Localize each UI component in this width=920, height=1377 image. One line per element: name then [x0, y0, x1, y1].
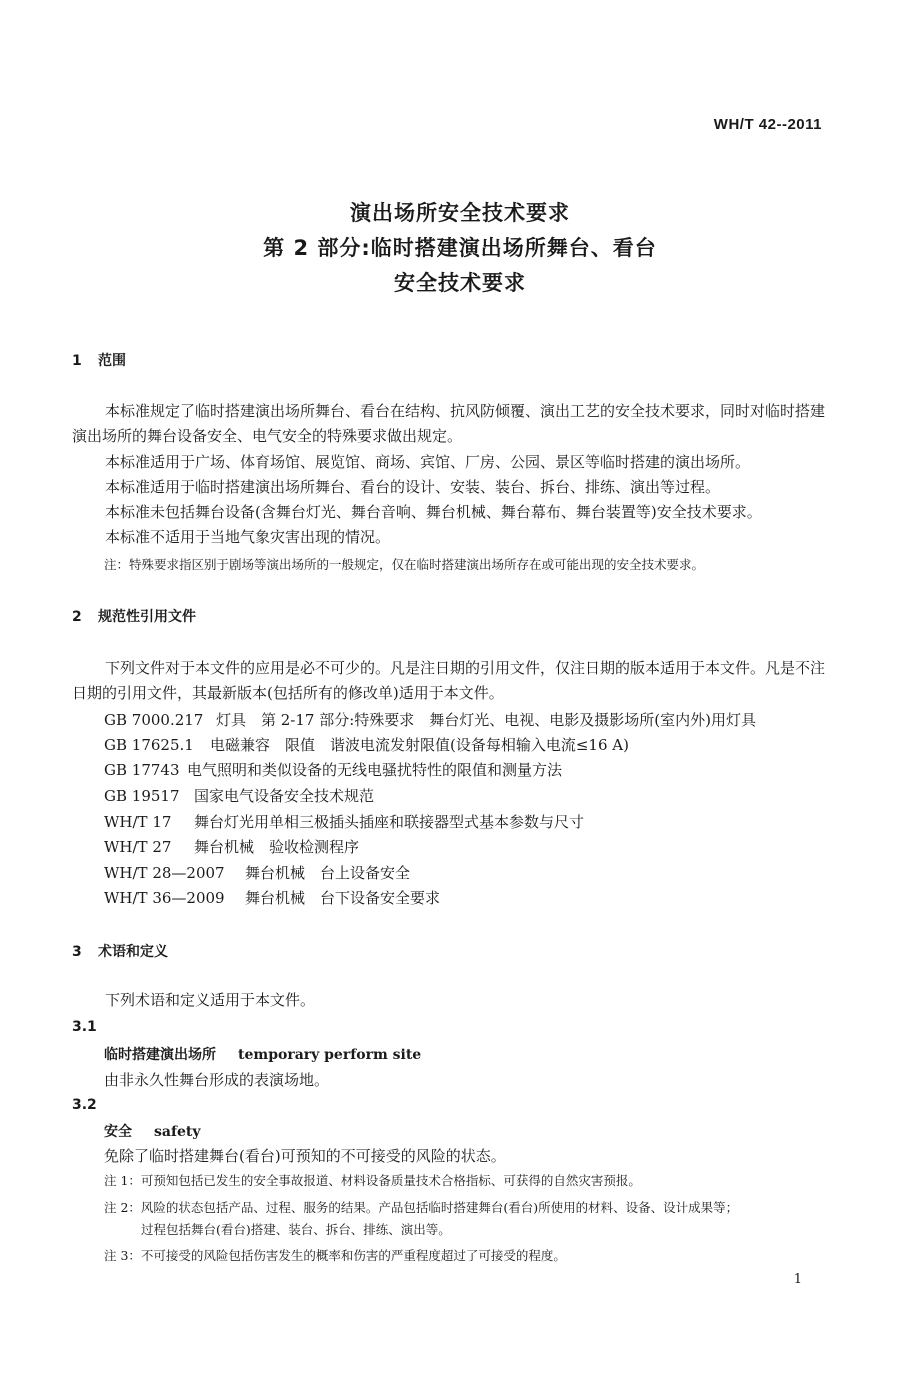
reference-title: 舞台机械 台下设备安全要求 — [245, 889, 441, 907]
reference-item — [104, 709, 756, 731]
reference-item — [104, 811, 584, 833]
section-3-heading — [72, 941, 168, 961]
reference-title: 电气照明和类似设备的无线电骚扰特性的限值和测量方法 — [187, 761, 563, 779]
section-1-para-3: 本标准适用于临时搭建演出场所舞台、看台的设计、安装、装台、拆台、排练、演出等过程。 — [105, 478, 721, 496]
section-1-heading — [72, 350, 126, 370]
section-number: 2 — [72, 609, 82, 625]
reference-code: WH/T 27 — [104, 838, 172, 856]
reference-item — [104, 862, 410, 884]
term-note-2-continued: 过程包括舞台(看台)搭建、装台、拆台、排练、演出等。 — [141, 1222, 451, 1237]
reference-code: GB 17743 — [104, 761, 180, 779]
section-1-para-4: 本标准未包括舞台设备(含舞台灯光、舞台音响、舞台机械、舞台幕布、舞台装置等)安全技术要求。 — [105, 503, 762, 521]
term-heading — [104, 1044, 421, 1064]
reference-code: GB 7000.217 — [104, 711, 204, 729]
term-note-1: 注 1：可预知包括已发生的安全事故报道、材料设备质量技术合格指标、可获得的自然灾害预报。 — [104, 1173, 641, 1188]
section-title: 规范性引用文件 — [98, 609, 196, 625]
page-number: 1 — [793, 1272, 802, 1287]
term-definition: 免除了临时搭建舞台(看台)可预知的不可接受的风险的状态。 — [104, 1147, 506, 1165]
section-2-intro: 下列文件对于本文件的应用是必不可少的。凡是注日期的引用文件，仅注日期的版本适用于本文件。凡是不注日期的引用文件，其最新版本(包括所有的修改单)适用于本文件。 — [72, 659, 826, 702]
standard-code: WH/T 42--2011 — [713, 116, 822, 133]
term-note-3: 注 3：不可接受的风险包括伤害发生的概率和伤害的严重程度超过了可接受的程度。 — [104, 1248, 566, 1263]
section-number: 1 — [72, 353, 82, 369]
reference-code: GB 19517 — [104, 787, 180, 805]
section-2-heading — [72, 606, 196, 626]
term-zh: 安全 — [104, 1124, 132, 1140]
reference-item — [104, 785, 374, 807]
reference-title: 舞台机械 台上设备安全 — [245, 864, 411, 882]
title-line-1: 演出场所安全技术要求 — [350, 201, 570, 225]
reference-code: WH/T 36—2009 — [104, 889, 225, 907]
reference-title: 国家电气设备安全技术规范 — [194, 787, 375, 805]
section-3-intro: 下列术语和定义适用于本文件。 — [105, 991, 316, 1009]
title-line-2: 第 2 部分:临时搭建演出场所舞台、看台 — [263, 236, 657, 260]
section-title: 术语和定义 — [98, 944, 168, 960]
term-zh: 临时搭建演出场所 — [104, 1047, 216, 1063]
document-title — [0, 196, 920, 301]
term-heading — [104, 1121, 200, 1141]
section-1-para-2: 本标准适用于广场、体育场馆、展览馆、商场、宾馆、厂房、公园、景区等临时搭建的演出场所。 — [105, 453, 751, 471]
title-line-3: 安全技术要求 — [394, 271, 526, 295]
reference-title: 舞台机械 验收检测程序 — [194, 838, 360, 856]
term-number: 3.1 — [72, 1019, 97, 1035]
reference-code: WH/T 17 — [104, 813, 172, 831]
reference-item — [104, 836, 359, 858]
section-number: 3 — [72, 944, 82, 960]
term-note-2: 注 2：风险的状态包括产品、过程、服务的结果。产品包括临时搭建舞台(看台)所使用的材料、设备、设计成果等； — [104, 1200, 739, 1215]
section-1-note: 注：特殊要求指区别于剧场等演出场所的一般规定，仅在临时搭建演出场所存在或可能出现的安全技术要求。 — [104, 557, 705, 572]
reference-item — [104, 759, 562, 781]
section-1-para-1: 本标准规定了临时搭建演出场所舞台、看台在结构、抗风防倾覆、演出工艺的安全技术要求，同时对临时搭建演出场所的舞台设备安全、电气安全的特殊要求做出规定。 — [72, 402, 826, 445]
reference-item — [104, 887, 440, 909]
section-1-para-5: 本标准不适用于当地气象灾害出现的情况。 — [105, 528, 391, 546]
reference-title: 电磁兼容 限值 谐波电流发射限值(设备每相输入电流≤16 A) — [210, 736, 629, 754]
section-title: 范围 — [98, 353, 126, 369]
term-definition: 由非永久性舞台形成的表演场地。 — [104, 1071, 330, 1089]
reference-code: GB 17625.1 — [104, 736, 194, 754]
term-en: temporary perform site — [238, 1047, 422, 1063]
reference-item — [104, 734, 629, 756]
reference-title: 舞台灯光用单相三极插头插座和联接器型式基本参数与尺寸 — [194, 813, 585, 831]
term-number: 3.2 — [72, 1097, 97, 1113]
reference-code: WH/T 28—2007 — [104, 864, 225, 882]
reference-title: 灯具 第 2-17 部分:特殊要求 舞台灯光、电视、电影及摄影场所(室内外)用灯具 — [216, 711, 756, 729]
term-en: safety — [154, 1124, 201, 1140]
